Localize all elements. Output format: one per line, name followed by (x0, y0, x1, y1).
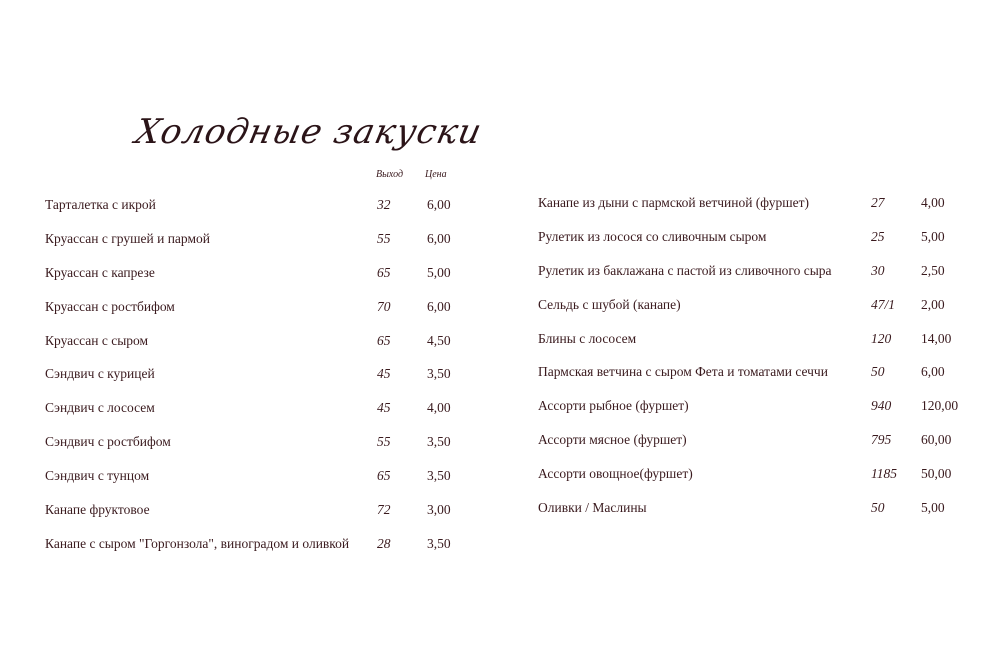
item-weight: 940 (871, 398, 892, 414)
item-weight: 27 (871, 195, 885, 210)
item-price: 120,00 (921, 398, 959, 414)
price-column-header: Цена (425, 169, 447, 180)
item-weight: 120 (871, 330, 892, 346)
item-price: 2,00 (921, 296, 945, 312)
item-price: 5,00 (921, 228, 945, 244)
item-name: Рулетик из лосося со сливочным сыром (538, 228, 767, 244)
item-name: Тарталетка с икрой (45, 197, 156, 212)
item-name: Круассан с капрезе (45, 264, 155, 280)
item-weight: 50 (871, 364, 885, 380)
item-weight: 30 (871, 262, 885, 278)
item-price: 3,50 (427, 434, 451, 450)
item-name: Круассан с ростбифом (45, 298, 175, 314)
item-name: Сэндвич с ростбифом (45, 434, 171, 450)
item-name: Сэндвич с курицей (45, 366, 155, 382)
item-weight: 55 (377, 230, 391, 246)
item-weight: 47/1 (871, 296, 896, 312)
item-weight: 65 (377, 264, 391, 280)
item-price: 14,00 (921, 330, 952, 346)
item-weight: 70 (377, 298, 391, 314)
item-weight: 45 (377, 366, 391, 382)
item-weight: 795 (871, 432, 892, 448)
item-name: Круассан с сыром (45, 332, 149, 348)
item-price: 5,00 (921, 500, 945, 516)
item-name: Сэндвич с лососем (45, 400, 155, 416)
item-price: 3,50 (427, 535, 451, 551)
item-name: Блины с лососем (538, 330, 637, 346)
item-weight: 28 (377, 535, 391, 551)
item-weight: 32 (377, 197, 391, 212)
item-name: Пармская ветчина с сыром Фета и томатами сеччи (538, 364, 828, 380)
item-price: 60,00 (921, 432, 952, 448)
item-price: 6,00 (427, 298, 451, 314)
item-price: 4,50 (427, 332, 451, 348)
item-price: 3,50 (427, 468, 451, 484)
item-name: Ассорти мясное (фуршет) (538, 432, 687, 448)
item-price: 3,50 (427, 366, 451, 382)
item-name: Сэндвич с тунцом (45, 468, 150, 484)
item-price: 4,00 (427, 400, 451, 416)
item-name: Круассан с грушей и пармой (45, 230, 210, 246)
item-name: Канапе из дыни с пармской ветчиной (фуршет) (538, 195, 809, 210)
item-price: 5,00 (427, 264, 451, 280)
item-weight: 45 (377, 400, 391, 416)
item-name: Ассорти овощное(фуршет) (538, 466, 693, 482)
item-name: Канапе фруктовое (45, 502, 150, 518)
item-price: 6,00 (427, 197, 451, 212)
item-name: Сельдь с шубой (канапе) (538, 296, 681, 312)
item-weight: 55 (377, 434, 391, 450)
item-name: Оливки / Маслины (538, 500, 647, 516)
item-price: 2,50 (921, 262, 945, 278)
item-price: 50,00 (921, 466, 952, 482)
item-name: Ассорти рыбное (фуршет) (538, 398, 689, 414)
item-weight: 65 (377, 332, 391, 348)
item-name: Рулетик из баклажана с пастой из сливочного сыра (538, 262, 832, 278)
item-weight: 65 (377, 468, 391, 484)
item-weight: 72 (377, 502, 391, 518)
section-title: Холодные закуски (131, 112, 486, 152)
item-weight: 1185 (871, 466, 897, 482)
item-price: 4,00 (921, 195, 945, 210)
item-price: 6,00 (427, 230, 451, 246)
item-price: 3,00 (427, 502, 451, 518)
item-price: 6,00 (921, 364, 945, 380)
item-name: Канапе с сыром "Горгонзола", виноградом и оливкой (45, 535, 350, 551)
weight-column-header: Выход (376, 169, 403, 180)
item-weight: 25 (871, 228, 885, 244)
item-weight: 50 (871, 500, 885, 516)
